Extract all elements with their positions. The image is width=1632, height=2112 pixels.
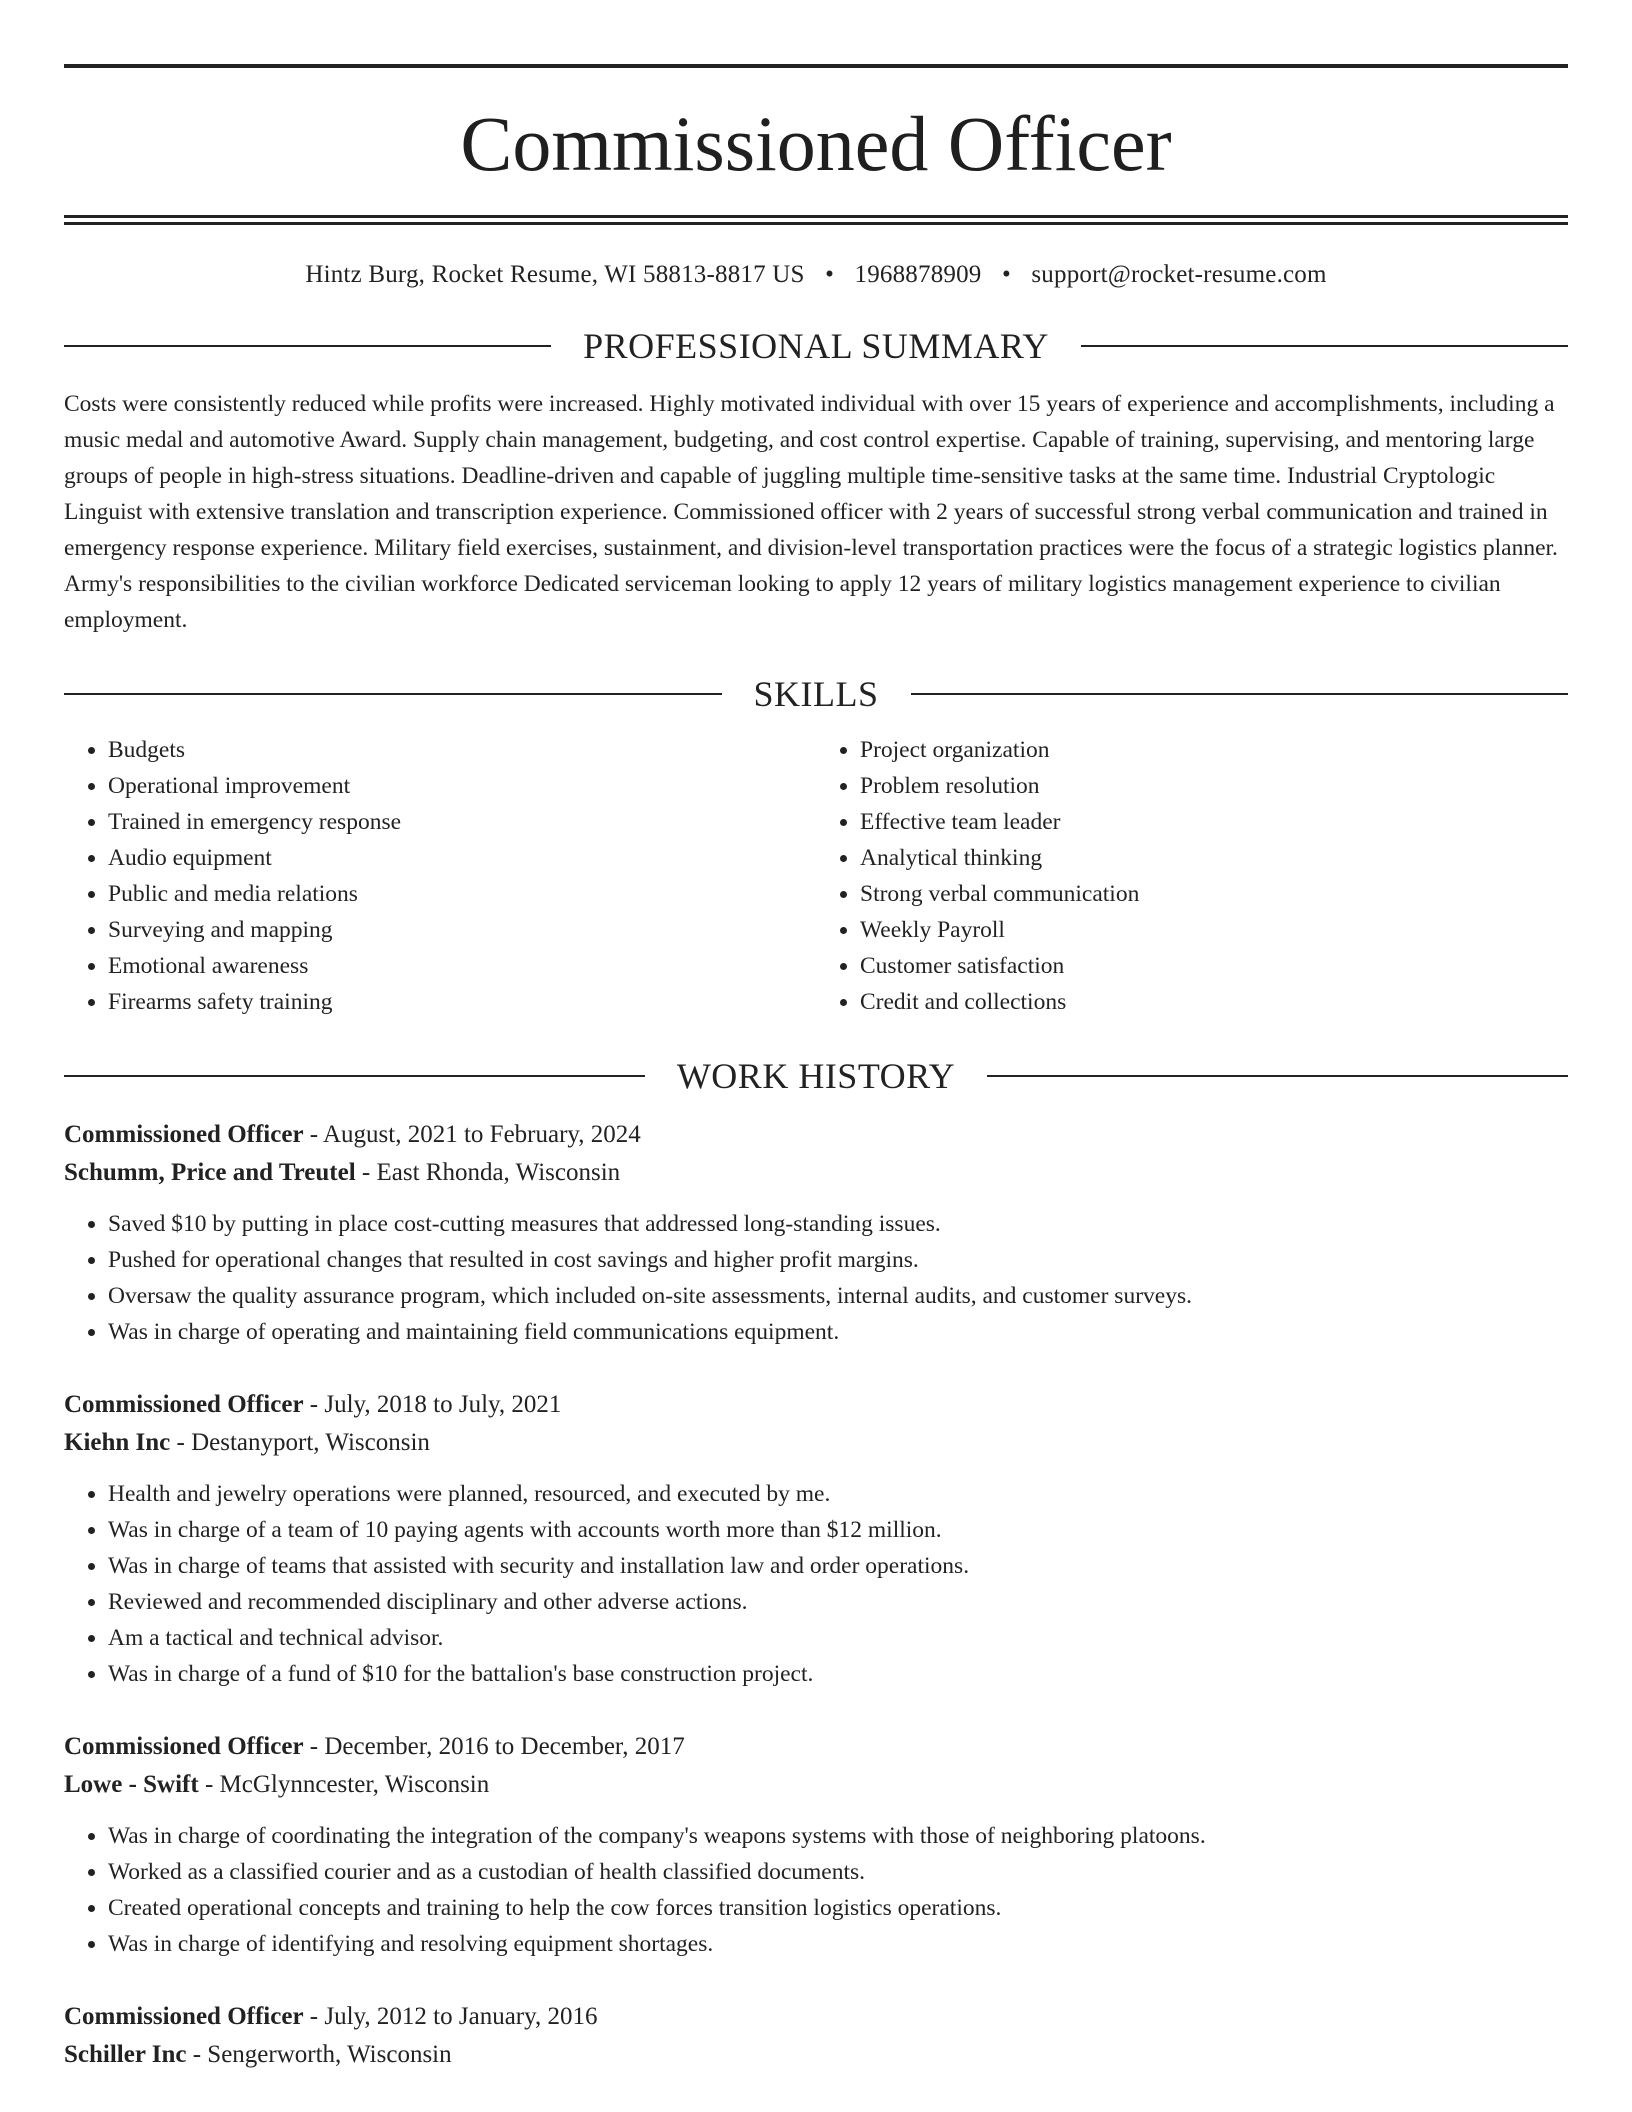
skill-item: • Analytical thinking — [860, 840, 1568, 876]
job-bullet: • Was in charge of operating and maintaining field communications equipment. — [108, 1314, 1568, 1350]
section-title: PROFESSIONAL SUMMARY — [583, 326, 1049, 366]
job-bullets — [64, 1206, 1568, 1350]
job-title: Commissioned Officer — [64, 1391, 304, 1418]
job-company: Kiehn Inc — [64, 1429, 171, 1456]
job-dates: - July, 2018 to July, 2021 — [303, 1391, 562, 1418]
job-bullets — [64, 1818, 1568, 1962]
job-dates: - July, 2012 to January, 2016 — [303, 2003, 598, 2030]
job-entry — [64, 1386, 1568, 1692]
skill-item: • Surveying and mapping — [108, 912, 816, 948]
skill-item: • Budgets — [108, 732, 816, 768]
work-history-list — [64, 1116, 1568, 2074]
skill-item: • Operational improvement — [108, 768, 816, 804]
job-bullet: • Worked as a classified courier and as a custodian of health classified documents. — [108, 1854, 1568, 1890]
skill-item: • Firearms safety training — [108, 984, 816, 1020]
job-bullet: • Was in charge of a team of 10 paying agents with accounts worth more than $12 million. — [108, 1512, 1568, 1548]
section-rule — [64, 1075, 645, 1077]
job-company: Lowe - Swift — [64, 1771, 199, 1798]
skill-item: • Trained in emergency response — [108, 804, 816, 840]
job-entry — [64, 1116, 1568, 1350]
job-entry — [64, 1728, 1568, 1962]
section-header-summary — [64, 328, 1568, 364]
contact-address: Hintz Burg, Rocket Resume, WI 58813-8817 US — [305, 261, 805, 288]
job-location: - Destanyport, Wisconsin — [170, 1429, 430, 1456]
skill-item: • Problem resolution — [860, 768, 1568, 804]
job-bullet: • Saved $10 by putting in place cost-cutting measures that addressed long-standing issues. — [108, 1206, 1568, 1242]
job-title-line — [64, 1728, 1568, 1766]
job-bullet: • Was in charge of teams that assisted with security and installation law and order operations. — [108, 1548, 1568, 1584]
job-bullet: • Was in charge of a fund of $10 for the battalion's base construction project. — [108, 1656, 1568, 1692]
contact-phone: 1968878909 — [854, 261, 982, 288]
skill-item: • Weekly Payroll — [860, 912, 1568, 948]
job-company-line — [64, 1424, 1568, 1462]
summary-text: Costs were consistently reduced while profits were increased. Highly motivated individual with over 15 years of experience and accomplishments, including a music medal and automotive Award. Supply chain management, budgeting, and cost control expertise. Capable of training, supervising, and mentoring large groups of people in high-stress situations. Deadline-driven and capable of juggling multiple time-sensitive tasks at the same time. Industrial Cryptologic Linguist with extensive translation and transcription experience. Commissioned officer with 2 years of successful strong verbal communication and trained in emergency response experience. Military field exercises, sustainment, and division-level transportation practices were the focus of a strategic logistics planner. Army's responsibilities to the civilian workforce Dedicated serviceman looking to apply 12 years of military logistics management experience to civilian employment. — [64, 391, 1558, 633]
job-location: - East Rhonda, Wisconsin — [355, 1159, 621, 1186]
job-bullet: • Oversaw the quality assurance program, which included on-site assessments, internal audits, and customer surveys. — [108, 1278, 1568, 1314]
job-title-line — [64, 1116, 1568, 1154]
job-company: Schiller Inc — [64, 2041, 187, 2068]
skills-columns — [64, 732, 1568, 1020]
skills-list-right — [816, 732, 1568, 1020]
section-rule — [64, 345, 551, 347]
contact-separator: • — [1001, 261, 1011, 288]
job-bullet: • Reviewed and recommended disciplinary and other adverse actions. — [108, 1584, 1568, 1620]
skill-item: • Public and media relations — [108, 876, 816, 912]
section-header-work — [64, 1058, 1568, 1094]
section-rule — [911, 693, 1569, 695]
job-title-line — [64, 1998, 1568, 2036]
skill-item: • Emotional awareness — [108, 948, 816, 984]
job-entry — [64, 1998, 1568, 2074]
contact-line — [64, 260, 1568, 290]
job-title-line — [64, 1386, 1568, 1424]
job-bullet: • Created operational concepts and training to help the cow forces transition logistics operations. — [108, 1890, 1568, 1926]
skill-item: • Credit and collections — [860, 984, 1568, 1020]
contact-email: support@rocket-resume.com — [1031, 261, 1327, 288]
job-title: Commissioned Officer — [64, 1121, 304, 1148]
job-company-line — [64, 1154, 1568, 1192]
section-header-skills — [64, 676, 1568, 712]
top-rule — [64, 64, 1568, 68]
double-rule — [64, 215, 1568, 225]
job-bullets — [64, 1476, 1568, 1692]
section-title: SKILLS — [753, 674, 879, 714]
job-company: Schumm, Price and Treutel — [64, 1159, 356, 1186]
skills-list-left — [64, 732, 816, 1020]
job-title: Commissioned Officer — [64, 2003, 304, 2030]
skill-item: • Audio equipment — [108, 840, 816, 876]
job-dates: - December, 2016 to December, 2017 — [303, 1733, 685, 1760]
job-location: - McGlynncester, Wisconsin — [198, 1771, 490, 1798]
job-dates: - August, 2021 to February, 2024 — [303, 1121, 641, 1148]
skill-item: • Customer satisfaction — [860, 948, 1568, 984]
job-location: - Sengerworth, Wisconsin — [186, 2041, 452, 2068]
resume-name: Commissioned Officer — [460, 100, 1172, 187]
contact-separator: • — [825, 261, 835, 288]
job-company-line — [64, 2036, 1568, 2074]
job-bullet: • Am a tactical and technical advisor. — [108, 1620, 1568, 1656]
skill-item: • Project organization — [860, 732, 1568, 768]
section-rule — [64, 693, 722, 695]
job-bullet: • Was in charge of coordinating the integration of the company's weapons systems with those of neighboring platoons. — [108, 1818, 1568, 1854]
resume-page — [64, 64, 1568, 2074]
skill-item: • Effective team leader — [860, 804, 1568, 840]
skill-item: • Strong verbal communication — [860, 876, 1568, 912]
job-bullet: • Was in charge of identifying and resolving equipment shortages. — [108, 1926, 1568, 1962]
job-bullet: • Health and jewelry operations were planned, resourced, and executed by me. — [108, 1476, 1568, 1512]
job-title: Commissioned Officer — [64, 1733, 304, 1760]
section-title: WORK HISTORY — [676, 1056, 956, 1096]
section-rule — [1081, 345, 1568, 347]
section-rule — [987, 1075, 1568, 1077]
job-company-line — [64, 1766, 1568, 1804]
job-bullet: • Pushed for operational changes that resulted in cost savings and higher profit margins. — [108, 1242, 1568, 1278]
